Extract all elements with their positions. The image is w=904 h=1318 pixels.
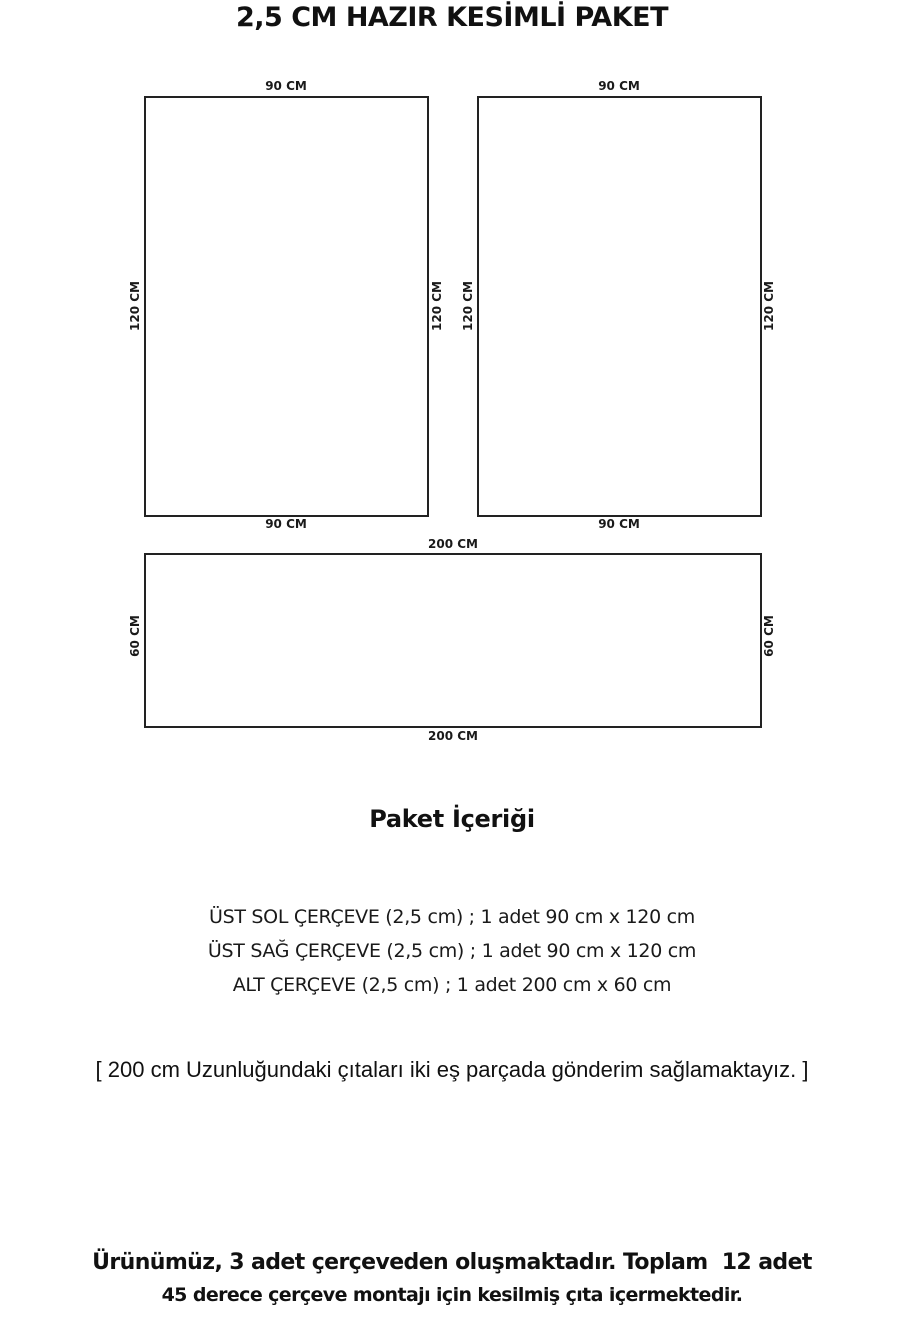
shipping-note: [ 200 cm Uzunluğundaki çıtaları iki eş parçada gönderim sağlamaktayız. ] (95, 1057, 809, 1082)
frame-top-left (144, 96, 429, 517)
page-title: 2,5 CM HAZIR KESİMLİ PAKET (236, 2, 668, 33)
frame-bottom-top-label: 200 CM (428, 537, 478, 551)
package-item: ALT ÇERÇEVE (2,5 cm) ; 1 adet 200 cm x 60 cm (232, 974, 672, 996)
frame-top-right-left-label: 120 CM (461, 281, 475, 331)
summary-line-2: 45 derece çerçeve montajı için kesilmiş çıta içermektedir. (161, 1284, 743, 1306)
frame-bottom-right-label: 60 CM (762, 615, 776, 657)
package-contents-heading: Paket İçeriği (369, 805, 535, 833)
frame-top-left-bottom-label: 90 CM (265, 517, 307, 531)
frame-top-left-top-label: 90 CM (265, 79, 307, 93)
product-summary (0, 1246, 904, 1312)
summary-line-1: Ürünümüz, 3 adet çerçeveden oluşmaktadır. Toplam 12 adet (92, 1250, 812, 1275)
package-item: ÜST SOL ÇERÇEVE (2,5 cm) ; 1 adet 90 cm x 120 cm (209, 906, 695, 928)
frame-bottom-bottom-label: 200 CM (428, 729, 478, 743)
frame-top-right-right-label: 120 CM (762, 281, 776, 331)
frame-bottom (144, 553, 762, 728)
frame-top-right-bottom-label: 90 CM (598, 517, 640, 531)
frame-top-right-top-label: 90 CM (598, 79, 640, 93)
frame-top-left-right-label: 120 CM (430, 281, 444, 331)
frame-bottom-left-label: 60 CM (128, 615, 142, 657)
package-contents-list (0, 900, 904, 1002)
frame-top-right (477, 96, 762, 517)
package-item: ÜST SAĞ ÇERÇEVE (2,5 cm) ; 1 adet 90 cm x 120 cm (207, 940, 697, 962)
frame-top-left-left-label: 120 CM (128, 281, 142, 331)
